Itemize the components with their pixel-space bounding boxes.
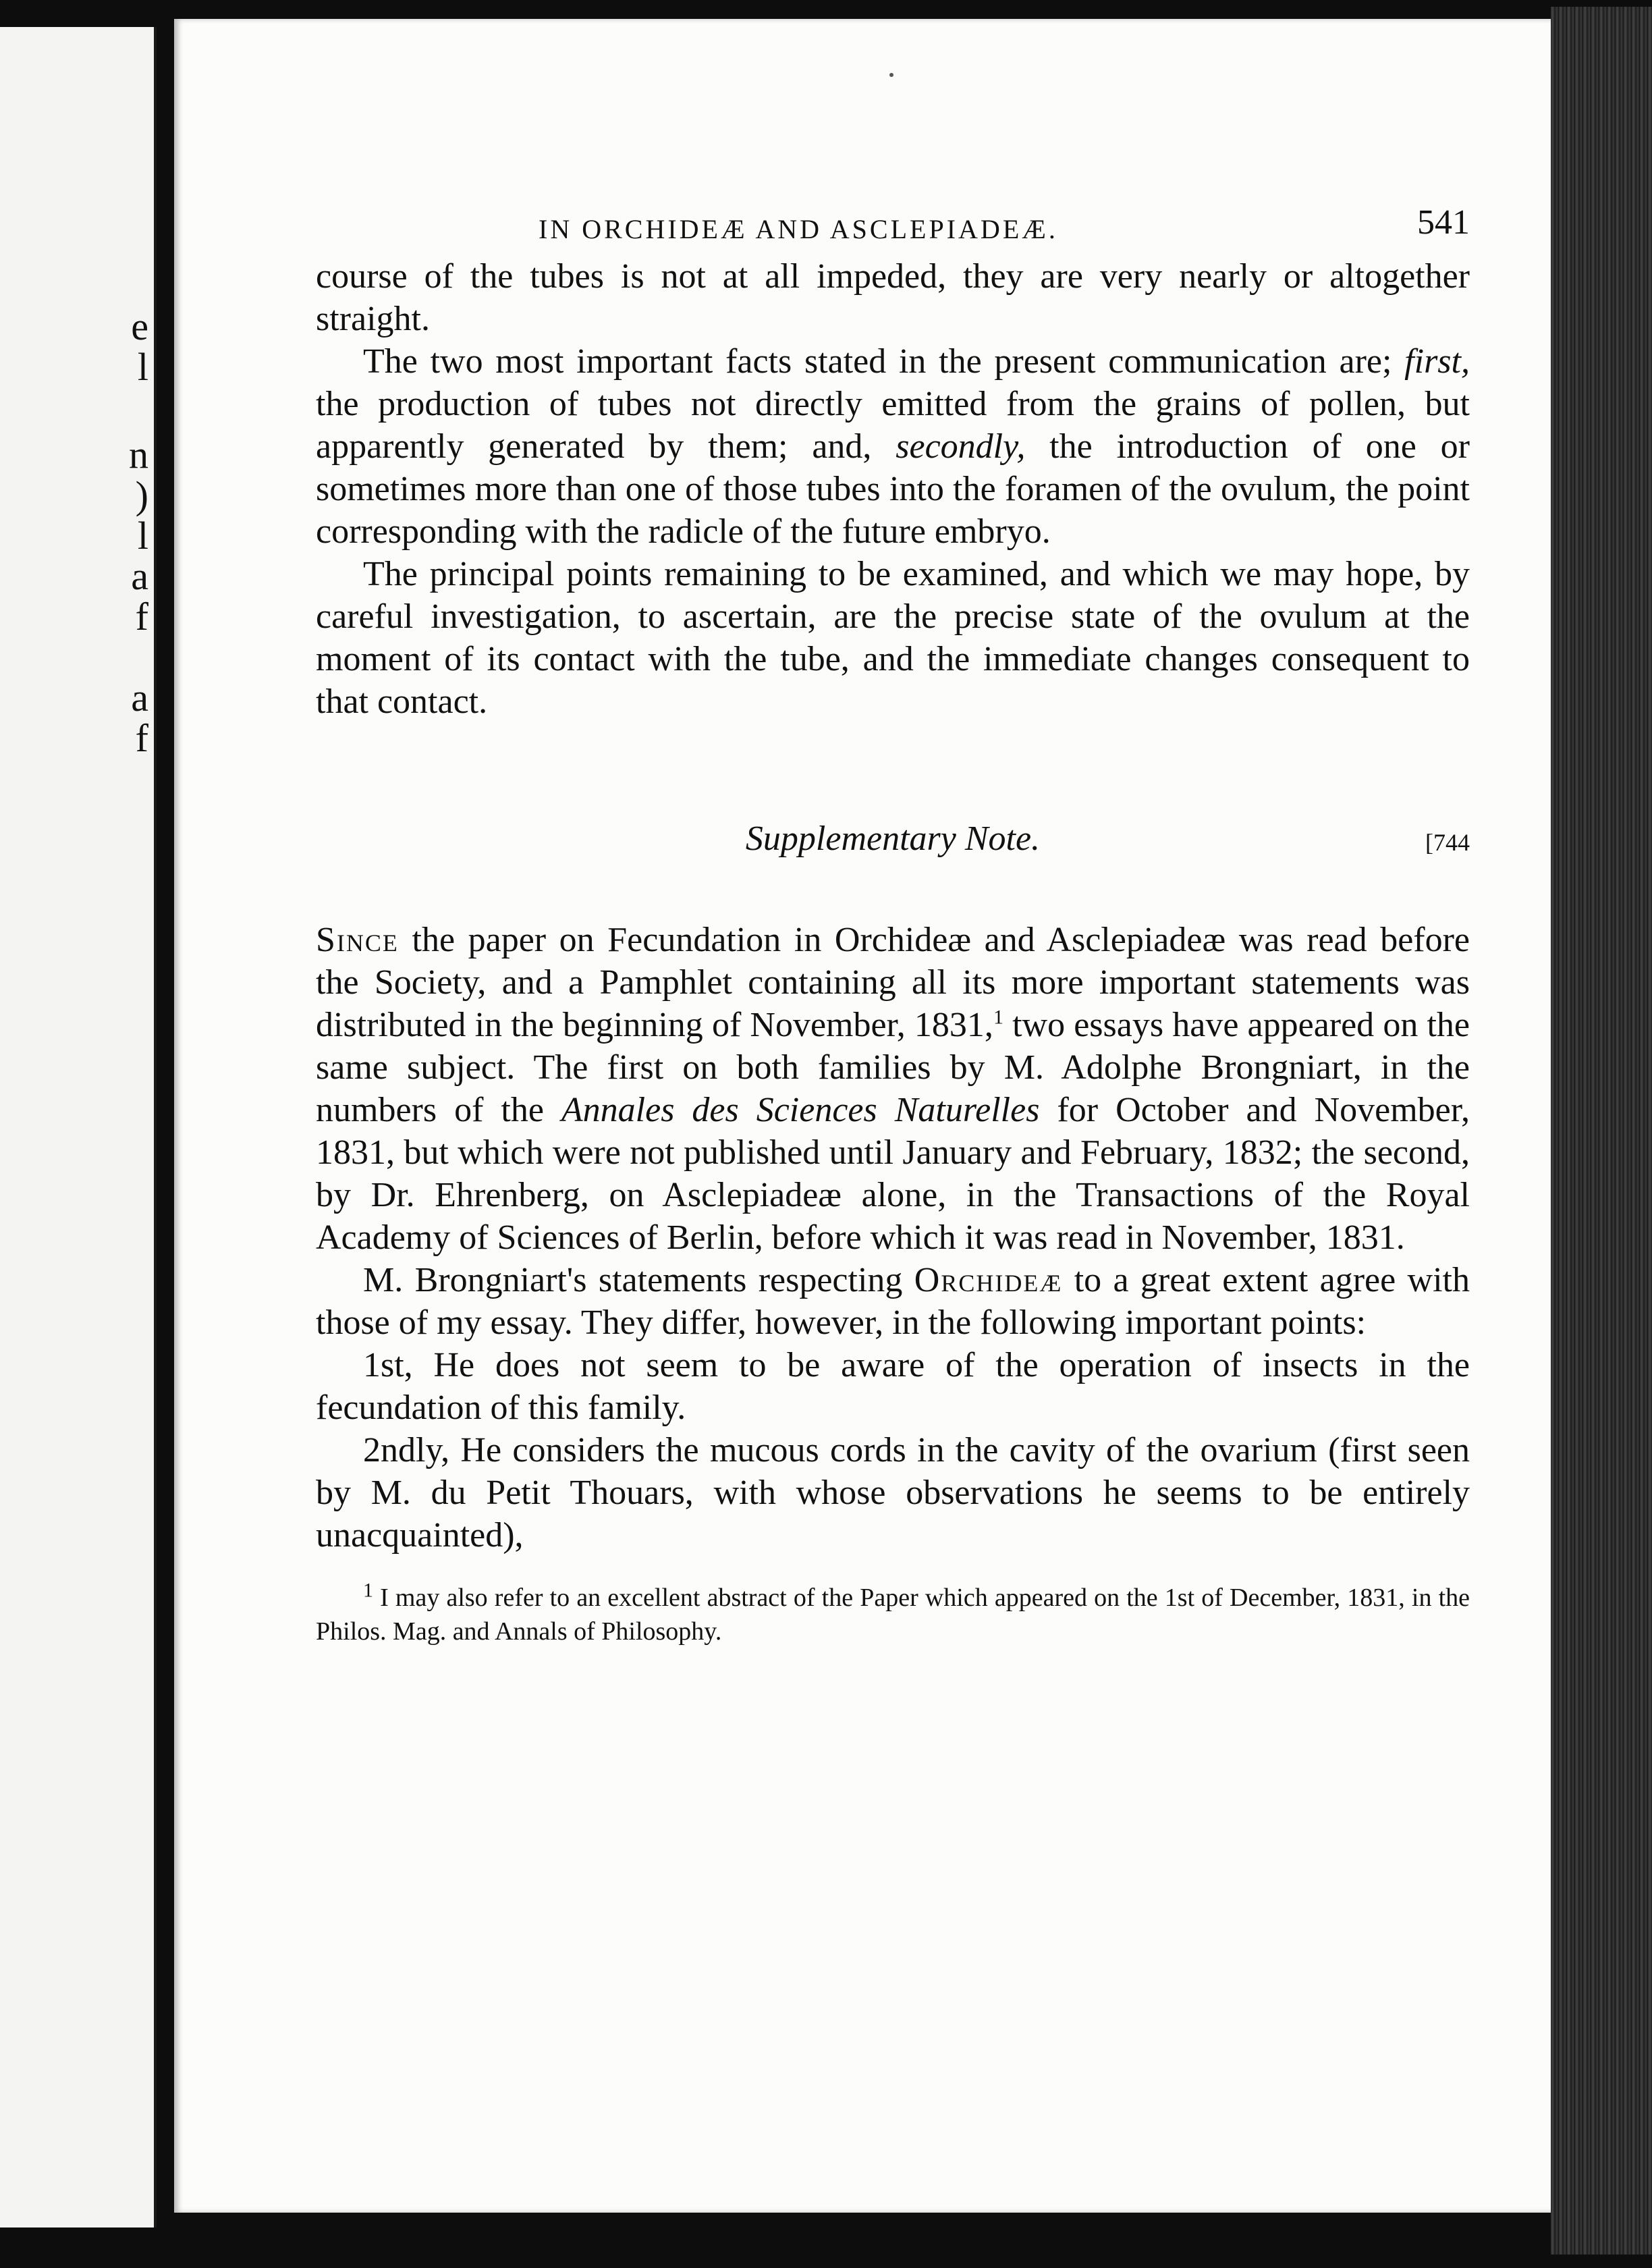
margin-reference: [744 (1425, 829, 1470, 856)
facing-page-edge (0, 27, 157, 2228)
edge-letter: l (137, 514, 148, 558)
emphasis-first: first, (1404, 342, 1470, 381)
edge-letter: a (131, 554, 148, 598)
edge-letter: a (131, 676, 148, 720)
footnote-ref: 1 (993, 1006, 1003, 1029)
edge-letter: l (137, 345, 148, 389)
text: course of the tubes is not at all impeded, they are very nearly or altogether straight. (316, 257, 1470, 338)
paragraph-since (316, 919, 1470, 1259)
paragraph-continuation (316, 255, 1470, 340)
text: 1st, He does not seem to be aware of the operation of insects in the fecundation of this family. (316, 1346, 1470, 1427)
page-number: 541 (1417, 203, 1470, 242)
paper-speck (889, 73, 893, 77)
journal-title: Annales des Sciences Naturelles (561, 1091, 1040, 1129)
text: the introduction of one or sometimes more than one of those tubes into the foramen of the ovulum, the point corresponding with the radicle of the future embryo. (316, 427, 1470, 551)
small-caps-opening: Since (316, 921, 399, 959)
paragraph-important-facts (316, 340, 1470, 553)
text: for October and November, 1831, but which were not published until January and February, 1832; the second, by Dr. Ehrenberg, on Asclepiadeæ alone, in the Transactions of the Royal Academy of Sciences of Berlin, before which it was read in November, 1831. (316, 1091, 1470, 1257)
paragraph-first-point (316, 1344, 1470, 1429)
note-heading-row (316, 817, 1470, 871)
footnote-text: I may also refer to an excellent abstract of the Paper which appeared on the 1st of December, 1831, in the Philos. Mag. and Annals of Philosophy. (316, 1584, 1470, 1646)
note-heading: Supplementary Note. (745, 819, 1041, 858)
paragraph-principal-points (316, 553, 1470, 723)
edge-letter: n (129, 433, 148, 477)
edge-letter: f (135, 716, 148, 760)
edge-letter: ) (135, 473, 148, 517)
footnote-marker: 1 (363, 1579, 373, 1602)
text-block (316, 201, 1470, 1648)
emphasis-secondly: secondly, (896, 427, 1026, 466)
book-page (174, 19, 1551, 2213)
text: The principal points remaining to be examined, and which we may hope, by careful investigation, to ascertain, are the precise state of the ovulum at the moment of its contact with the tube, and the immediate changes consequent to that contact. (316, 555, 1470, 721)
text: The two most important facts stated in the present communication are; (363, 342, 1405, 381)
footnote (316, 1581, 1470, 1648)
edge-letter: f (135, 595, 148, 639)
text: to a great extent agree with those of my essay. They differ, however, in the following important points: (316, 1261, 1470, 1342)
text: 2ndly, He considers the mucous cords in the cavity of the ovarium (first seen by M. du Petit Thouars, with whose observations he seems to be entirely unacquainted), (316, 1431, 1470, 1555)
edge-letter: e (131, 304, 148, 348)
text: two essays have appeared on the same subject. The first on both families by M. Adolphe Brongniart, in the numbers of the (316, 1006, 1470, 1129)
paragraph-second-point (316, 1429, 1470, 1557)
paragraph-brongniart (316, 1259, 1470, 1344)
small-caps-orchideae: Orchideæ (914, 1261, 1063, 1299)
text: M. Brongniart's statements respecting (363, 1261, 914, 1299)
text: the production of tubes not directly emitted from the grains of pollen, but apparently generated by them; and, (316, 385, 1470, 466)
running-head (316, 201, 1470, 255)
running-title: IN ORCHIDEÆ AND ASCLEPIADEÆ. (539, 214, 1058, 244)
book-page-edges (1551, 7, 1652, 2254)
text: the paper on Fecundation in Orchideæ and Asclepiadeæ was read before the Society, and a Pamphlet containing all its more important statements was distributed in the beginning of November, 1831, (316, 921, 1470, 1044)
